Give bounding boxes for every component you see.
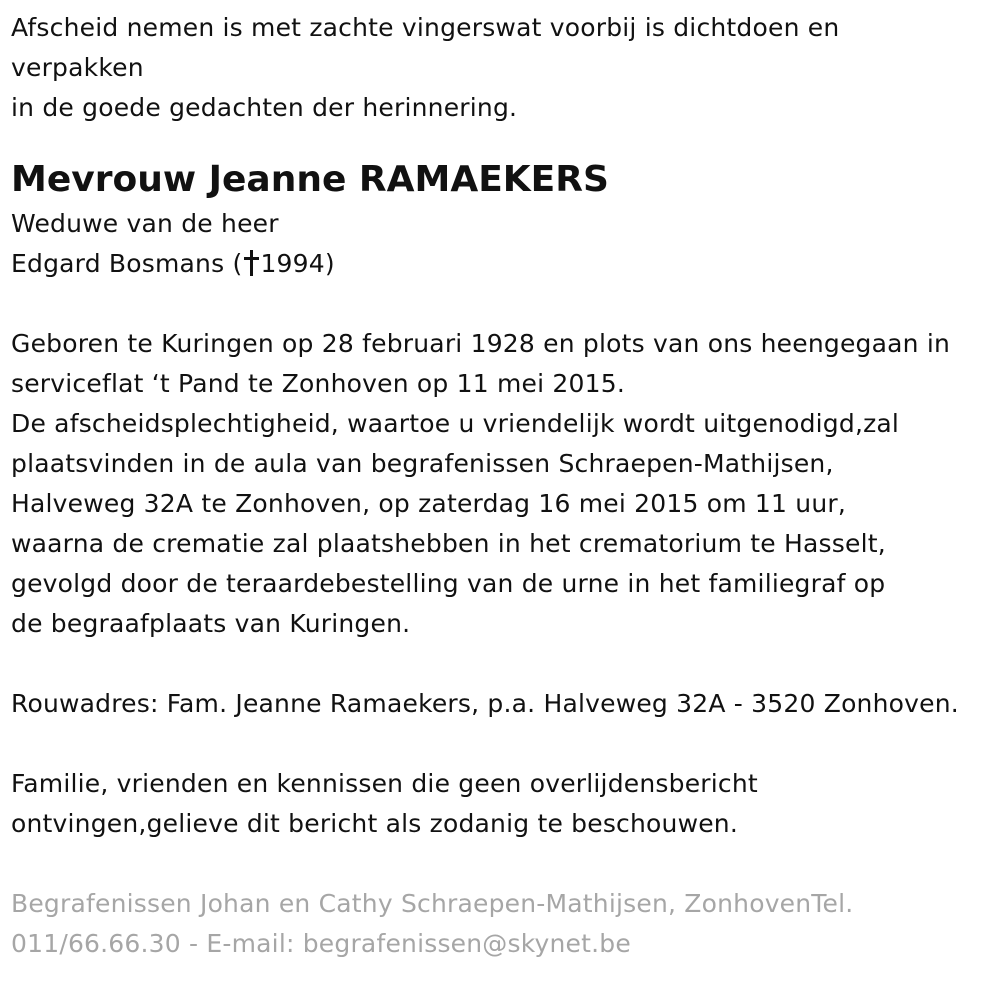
announcement-line: De afscheidsplechtigheid, waartoe u vriendelijk wordt uitgenodigd,zal — [11, 409, 900, 438]
poem-line-3: in de goede gedachten der herinnering. — [11, 93, 518, 122]
announcement-line: Geboren te Kuringen op 28 februari 1928 en plots van ons heengegaan in — [11, 329, 951, 358]
notice — [11, 764, 1000, 844]
poem-line-2: verpakken — [11, 53, 144, 82]
announcement-line: gevolgd door de teraardebestelling van de urne in het familiegraf op — [11, 569, 886, 598]
announcement-line: Halveweg 32A te Zonhoven, op zaterdag 16 mei 2015 om 11 uur, — [11, 489, 846, 518]
notice-line-2: ontvingen,gelieve dit bericht als zodanig te beschouwen. — [11, 809, 738, 838]
poem-line-1: Afscheid nemen is met zachte vingerswat voorbij is dichtdoen en — [11, 13, 840, 42]
funeral-home-footer — [11, 884, 1000, 964]
announcement-line: serviceflat ‘t Pand te Zonhoven op 11 mei 2015. — [11, 369, 625, 398]
spouse-name: Edgard Bosmans ( — [11, 249, 243, 278]
spacer — [11, 724, 1000, 764]
spacer — [11, 284, 1000, 324]
announcement-line: plaatsvinden in de aula van begrafenissen Schraepen-Mathijsen, — [11, 449, 834, 478]
spouse-death-year: 1994 — [260, 249, 325, 278]
announcement-line: de begraafplaats van Kuringen. — [11, 609, 411, 638]
footer-line-1: Begrafenissen Johan en Cathy Schraepen-Mathijsen, ZonhovenTel. — [11, 889, 854, 918]
footer-line-2: 011/66.66.30 - E-mail: begrafenissen@skynet.be — [11, 929, 631, 958]
mourning-address — [11, 684, 1000, 724]
cross-icon — [243, 250, 259, 276]
deceased-name: Mevrouw Jeanne RAMAEKERS — [11, 159, 609, 200]
spacer — [11, 128, 1000, 148]
spouse-line — [11, 244, 1000, 284]
notice-line-1: Familie, vrienden en kennissen die geen overlijdensbericht — [11, 769, 758, 798]
spacer — [11, 644, 1000, 684]
deceased-info — [11, 156, 1000, 284]
spouse-suffix: ) — [324, 249, 335, 278]
announcement-line: waarna de crematie zal plaatshebben in het crematorium te Hasselt, — [11, 529, 886, 558]
announcement — [11, 324, 1000, 644]
widow-of: Weduwe van de heer — [11, 209, 279, 238]
poem — [11, 8, 1000, 128]
spacer — [11, 844, 1000, 884]
mourning-address-text: Rouwadres: Fam. Jeanne Ramaekers, p.a. Halveweg 32A - 3520 Zonhoven. — [11, 689, 959, 718]
